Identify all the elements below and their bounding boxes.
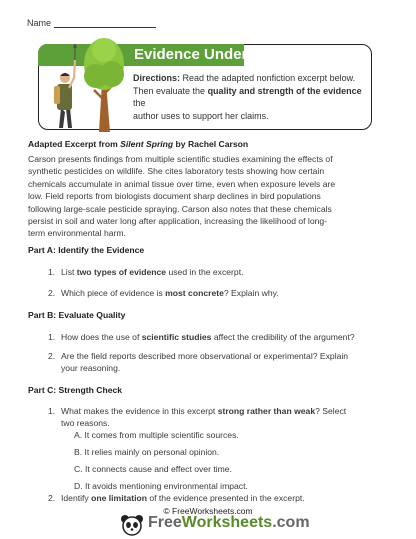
question-text: two reasons. (61, 418, 110, 429)
question-text: your reasoning. (61, 363, 121, 374)
question-text: What makes the evidence in this excerpt (61, 406, 218, 416)
excerpt-line: persist in soil and water long after application, increasing the likelihood of long- (28, 216, 328, 227)
footer-copyright-link[interactable]: © FreeWorksheets.com (163, 506, 253, 516)
question-text: Which piece of evidence is (61, 288, 166, 298)
question-number: 1. (48, 332, 56, 342)
excerpt-title (28, 139, 248, 149)
part-a-question-2 (48, 287, 388, 301)
excerpt-line: low. Field reports from biologists document sharp declines in bird populations (28, 191, 321, 202)
question-number: 1. (48, 267, 56, 277)
question-text: ? Explain why. (223, 288, 279, 298)
logo-text-com: .com (272, 514, 310, 531)
excerpt-line: Carson presents findings from multiple scientific studies examining the effects of (28, 154, 333, 164)
option-d[interactable]: D. It avoids mentioning environmental impact. (74, 481, 248, 491)
name-label: Name (27, 18, 52, 28)
option-a[interactable]: A. It comes from multiple scientific sources. (74, 430, 239, 440)
scientist-tree-illustration (44, 20, 134, 132)
part-c-heading: Part C: Strength Check (28, 385, 123, 395)
excerpt-line: chemicals accumulate in animal tissue over time, even when exposure levels are (28, 178, 336, 189)
footer-logo (148, 514, 310, 532)
excerpt-book-title: Silent Spring (120, 139, 174, 149)
option-c[interactable]: C. It connects cause and effect over time. (74, 464, 232, 474)
part-b-heading: Part B: Evaluate Quality (28, 310, 126, 320)
part-c-question-1 (48, 405, 398, 433)
directions-text (133, 72, 368, 122)
question-text: of the evidence presented in the excerpt. (146, 493, 305, 503)
question-bold: scientific studies (141, 332, 212, 342)
directions-part2: Then evaluate the (133, 85, 208, 96)
question-text: ? Select (315, 406, 347, 416)
question-text: Are the field reports described more observational or experimental? Explain (61, 351, 349, 361)
directions-part3: the (133, 98, 146, 108)
excerpt-title-suffix: by Rachel Carson (173, 139, 249, 149)
directions-label: Directions: (133, 73, 181, 83)
directions-part1: Read the adapted nonfiction excerpt below. (180, 73, 356, 83)
panda-logo-icon (120, 514, 144, 536)
excerpt-title-prefix: Adapted Excerpt from (28, 139, 121, 149)
question-bold: one limitation (91, 493, 147, 503)
question-text: affect the credibility of the argument? (211, 332, 355, 342)
directions-bold: quality and strength of the evidence (207, 85, 362, 96)
question-number: 1. (48, 406, 56, 416)
question-text: How does the use of (61, 332, 142, 342)
question-text: used in the excerpt. (166, 267, 244, 277)
part-a-question-1 (48, 266, 388, 280)
option-b[interactable]: B. It relies mainly on personal opinion. (74, 447, 220, 457)
question-text: Identify (61, 493, 92, 503)
part-c-question-2 (48, 492, 398, 506)
excerpt-line: following large-scale pesticide spraying. Carson also notes that these chemicals (28, 203, 332, 214)
part-b-question-1 (48, 331, 398, 345)
part-a-heading: Part A: Identify the Evidence (28, 245, 145, 255)
logo-text-worksheets: Worksheets (181, 514, 273, 531)
excerpt-paragraph (28, 153, 393, 240)
logo-text-free: Free (148, 514, 182, 531)
excerpt-line: synthetic pesticides on wildlife. She cites laboratory tests showing how certain (28, 166, 325, 177)
question-number: 2. (48, 288, 56, 298)
excerpt-line: term environmental harm. (28, 228, 126, 239)
question-number: 2. (48, 493, 56, 503)
part-b-question-2 (48, 350, 398, 378)
question-bold: two types of evidence (76, 267, 167, 277)
question-text: List (61, 267, 77, 277)
directions-part4: author uses to support her claims. (133, 110, 269, 121)
page-title: Evidence Under Scrutiny (134, 46, 312, 63)
question-number: 2. (48, 351, 56, 361)
question-bold: most concrete (165, 288, 224, 298)
question-bold: strong rather than weak (217, 406, 316, 416)
